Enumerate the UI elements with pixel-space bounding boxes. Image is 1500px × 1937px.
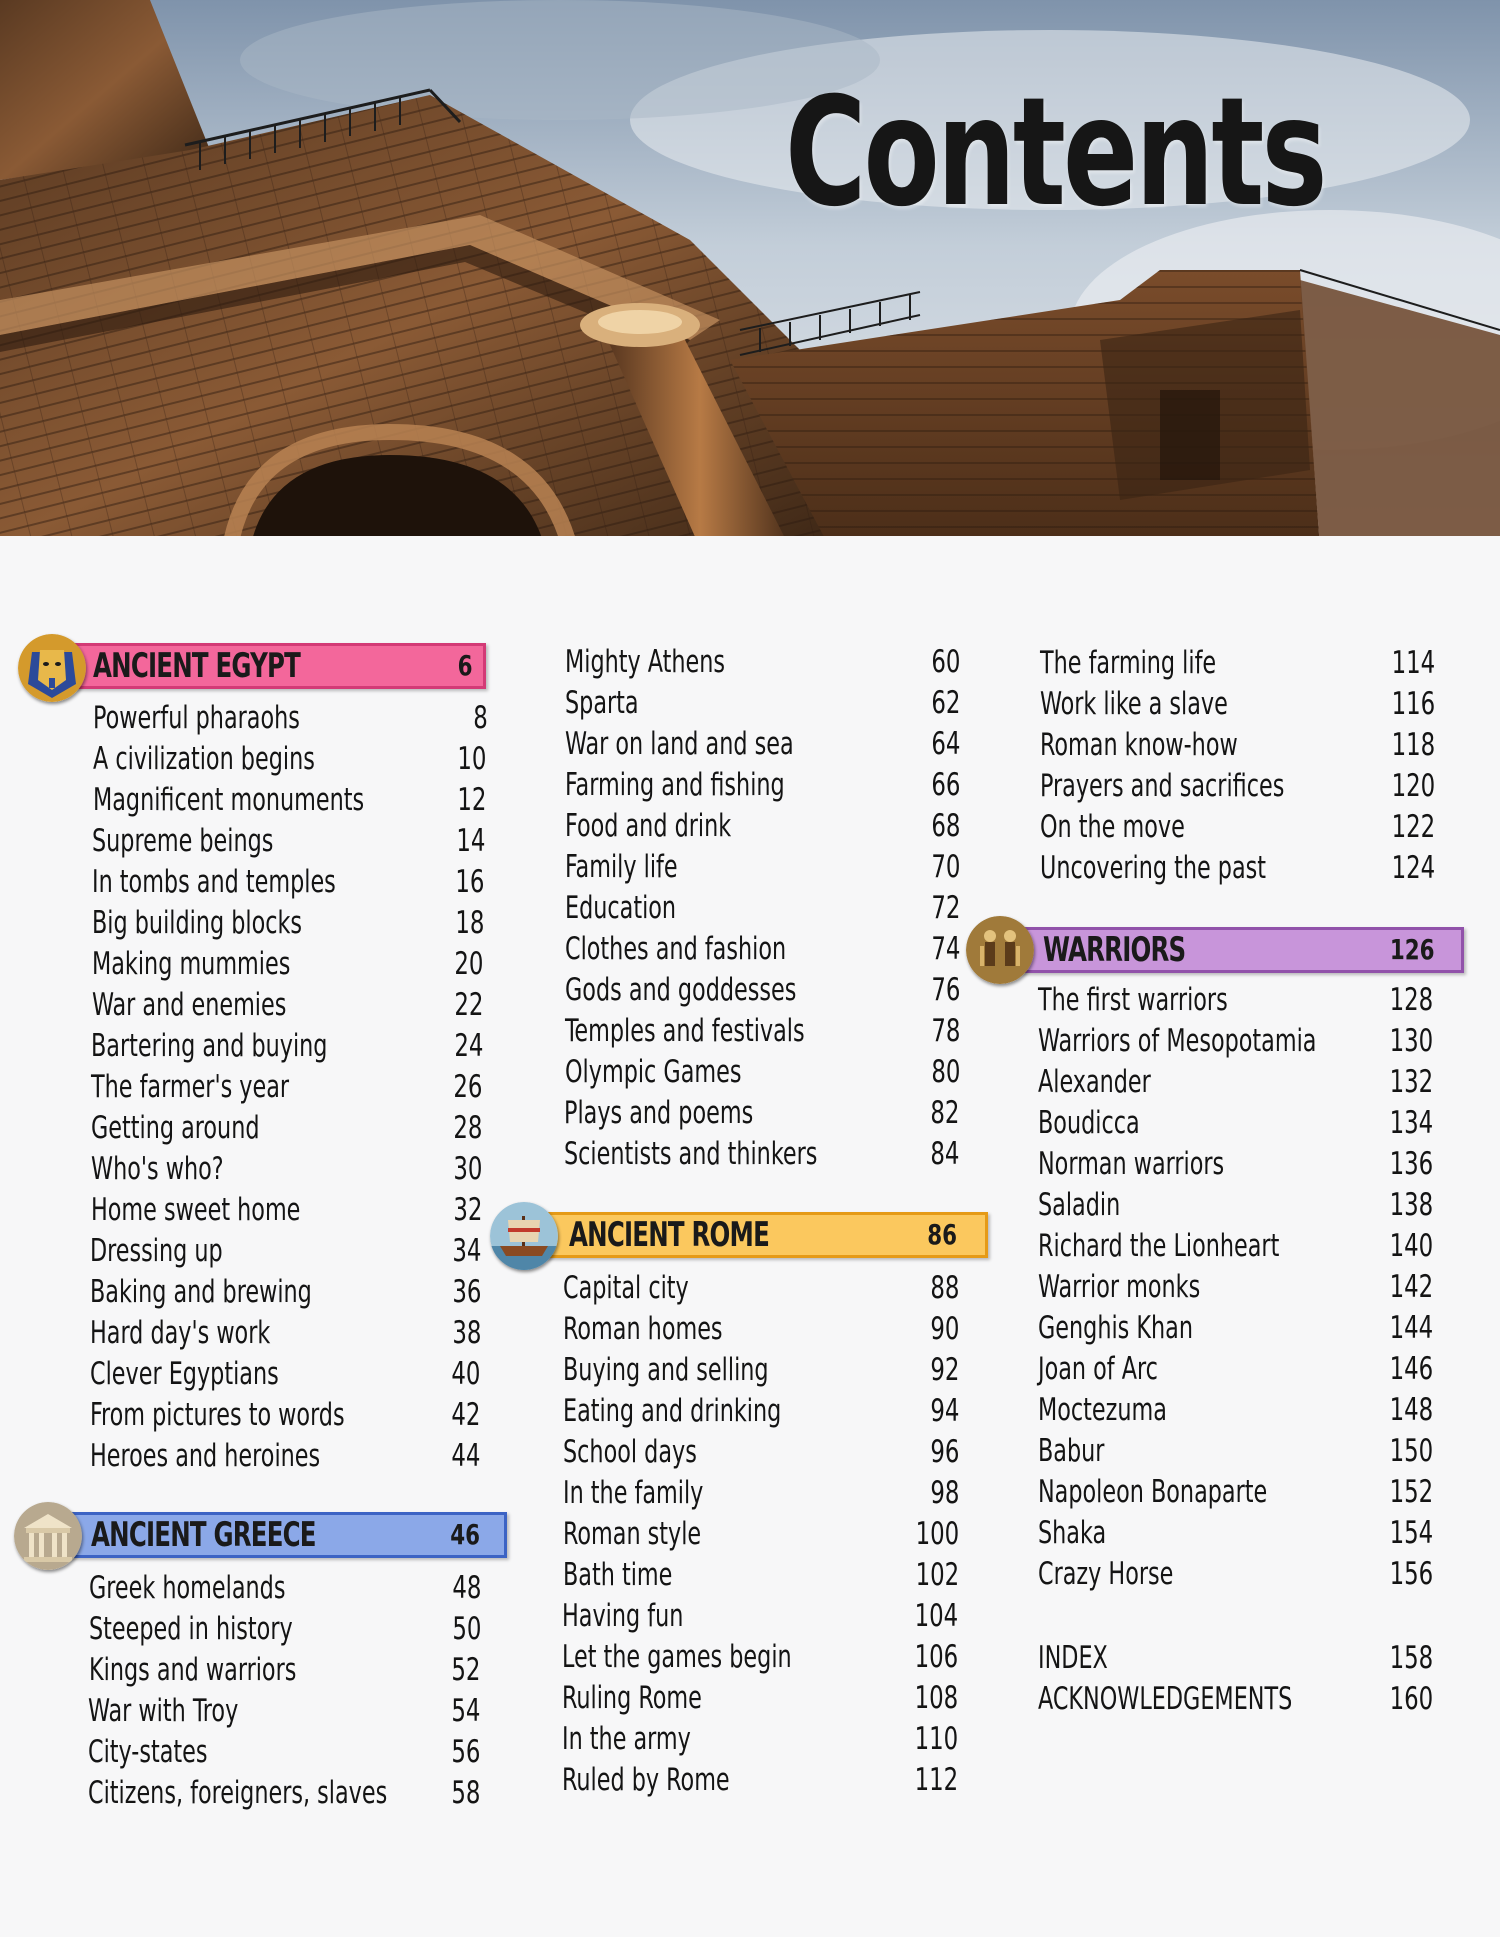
entry-page: 122 xyxy=(1391,809,1435,845)
entry-title: Boudicca xyxy=(1038,1105,1140,1141)
entry-page: 14 xyxy=(455,823,485,859)
entry-title: Crazy Horse xyxy=(1038,1556,1174,1592)
entry-title: Family life xyxy=(565,849,678,885)
entry-title: From pictures to words xyxy=(90,1397,345,1433)
entry-page: 62 xyxy=(930,685,960,721)
list-item[interactable] xyxy=(92,821,485,862)
entry-title: Heroes and heroines xyxy=(90,1438,321,1474)
roman-ship-icon xyxy=(490,1202,558,1270)
entry-page: 70 xyxy=(930,849,960,885)
entry-title: Roman homes xyxy=(563,1311,723,1347)
entry-page: 18 xyxy=(454,905,484,941)
list-item[interactable] xyxy=(1038,1226,1433,1267)
entry-page: 80 xyxy=(930,1054,960,1090)
entry-title: Bartering and buying xyxy=(91,1028,328,1064)
section-header-ancient-greece[interactable] xyxy=(66,1512,507,1558)
hero-photo-colosseum xyxy=(0,0,1500,548)
list-item[interactable] xyxy=(565,1052,960,1093)
list-item[interactable] xyxy=(88,1732,480,1773)
entry-title: Steeped in history xyxy=(89,1611,293,1647)
entry-page: 134 xyxy=(1389,1105,1433,1141)
section-header-warriors[interactable] xyxy=(1020,927,1464,973)
entry-page: 132 xyxy=(1389,1064,1433,1100)
entry-page: 42 xyxy=(450,1397,480,1433)
entry-title: Norman warriors xyxy=(1038,1146,1225,1182)
entry-page: 140 xyxy=(1389,1228,1433,1264)
entry-page: 146 xyxy=(1389,1351,1433,1387)
list-item[interactable] xyxy=(562,1760,958,1801)
acknowledgements-entry[interactable] xyxy=(1038,1679,1433,1720)
entry-page: 52 xyxy=(450,1652,480,1688)
list-item[interactable] xyxy=(90,1313,481,1354)
list-item[interactable] xyxy=(1038,1513,1433,1554)
list-item[interactable] xyxy=(92,985,483,1026)
list-item[interactable] xyxy=(90,1272,481,1313)
list-item[interactable] xyxy=(1038,1267,1433,1308)
list-item[interactable] xyxy=(565,806,960,847)
entry-page: 44 xyxy=(450,1438,480,1474)
entry-page: 74 xyxy=(930,931,960,967)
list-item[interactable] xyxy=(88,1691,480,1732)
list-item[interactable] xyxy=(1040,766,1435,807)
entry-page: 144 xyxy=(1389,1310,1433,1346)
list-item[interactable] xyxy=(1038,1062,1433,1103)
entry-page: 100 xyxy=(915,1516,959,1552)
section-header-ancient-egypt[interactable] xyxy=(70,643,486,689)
entry-page: 88 xyxy=(929,1270,959,1306)
list-item[interactable] xyxy=(1038,1308,1433,1349)
list-item[interactable] xyxy=(91,1149,482,1190)
entry-page: 40 xyxy=(450,1356,480,1392)
entry-title: Having fun xyxy=(562,1598,684,1634)
entry-page: 138 xyxy=(1389,1187,1433,1223)
entry-title: Clothes and fashion xyxy=(565,931,787,967)
list-item[interactable] xyxy=(562,1596,958,1637)
entry-title: Mighty Athens xyxy=(565,644,726,680)
list-item[interactable] xyxy=(1040,725,1435,766)
entry-page: 152 xyxy=(1389,1474,1433,1510)
list-item[interactable] xyxy=(1040,684,1435,725)
entry-title: INDEX xyxy=(1038,1640,1108,1676)
entry-title: Joan of Arc xyxy=(1038,1351,1158,1387)
list-item[interactable] xyxy=(563,1432,959,1473)
entry-title: Who's who? xyxy=(91,1151,224,1187)
list-item[interactable] xyxy=(565,683,960,724)
section-title: ANCIENT EGYPT xyxy=(93,646,301,686)
entry-title: Kings and warriors xyxy=(89,1652,297,1688)
list-item[interactable] xyxy=(93,739,486,780)
entry-page: 130 xyxy=(1389,1023,1433,1059)
entry-title: Dressing up xyxy=(90,1233,223,1269)
entry-title: Saladin xyxy=(1038,1187,1121,1223)
entry-title: Warrior monks xyxy=(1038,1269,1201,1305)
entry-title: Hard day's work xyxy=(90,1315,271,1351)
entry-title: Napoleon Bonaparte xyxy=(1038,1474,1268,1510)
list-item[interactable] xyxy=(91,1067,482,1108)
list-item[interactable] xyxy=(91,1108,482,1149)
entry-title: Uncovering the past xyxy=(1040,850,1266,886)
entry-title: Prayers and sacrifices xyxy=(1040,768,1285,804)
section-title: WARRIORS xyxy=(1043,930,1186,970)
entry-page: 120 xyxy=(1391,768,1435,804)
entry-title: Roman style xyxy=(563,1516,702,1552)
section-page-number: 86 xyxy=(927,1218,957,1251)
entry-title: School days xyxy=(563,1434,697,1470)
entry-page: 116 xyxy=(1391,686,1435,722)
section-page-number: 6 xyxy=(458,649,473,682)
pharaoh-mask-icon xyxy=(18,634,86,702)
entry-page: 154 xyxy=(1389,1515,1433,1551)
list-item[interactable] xyxy=(1038,980,1433,1021)
list-item[interactable] xyxy=(563,1514,959,1555)
list-item[interactable] xyxy=(1038,1021,1433,1062)
entry-page: 156 xyxy=(1389,1556,1433,1592)
entry-title: In tombs and temples xyxy=(92,864,336,900)
list-item[interactable] xyxy=(564,1093,959,1134)
entry-title: Genghis Khan xyxy=(1038,1310,1193,1346)
entry-title: Buying and selling xyxy=(563,1352,769,1388)
list-item[interactable] xyxy=(562,1637,958,1678)
entry-title: War on land and sea xyxy=(565,726,794,762)
section-title: ANCIENT GREECE xyxy=(91,1515,316,1555)
page-title: Contents xyxy=(785,66,1325,240)
entry-title: Plays and poems xyxy=(564,1095,754,1131)
entry-page: 72 xyxy=(930,890,960,926)
list-item[interactable] xyxy=(565,847,960,888)
entry-title: Getting around xyxy=(91,1110,260,1146)
entry-page: 150 xyxy=(1389,1433,1433,1469)
entry-page: 142 xyxy=(1389,1269,1433,1305)
warrior-figures-icon xyxy=(966,916,1034,984)
list-item[interactable] xyxy=(90,1395,480,1436)
entry-title: Sparta xyxy=(565,685,639,721)
section-header-ancient-rome[interactable] xyxy=(544,1212,988,1258)
entry-page: 160 xyxy=(1389,1681,1433,1717)
list-item[interactable] xyxy=(90,1231,481,1272)
entry-title: Work like a slave xyxy=(1040,686,1228,722)
entry-title: Temples and festivals xyxy=(565,1013,805,1049)
list-item[interactable] xyxy=(91,1026,483,1067)
entry-page: 94 xyxy=(929,1393,959,1429)
entry-page: 26 xyxy=(452,1069,482,1105)
entry-page: 12 xyxy=(456,782,486,818)
entry-page: 34 xyxy=(451,1233,481,1269)
entry-page: 48 xyxy=(451,1570,481,1606)
entry-page: 54 xyxy=(450,1693,480,1729)
entry-page: 50 xyxy=(451,1611,481,1647)
list-item[interactable] xyxy=(1038,1349,1433,1390)
entry-page: 114 xyxy=(1391,645,1435,681)
entry-title: Richard the Lionheart xyxy=(1038,1228,1280,1264)
entry-page: 82 xyxy=(929,1095,959,1131)
list-item[interactable] xyxy=(564,1134,959,1175)
entry-title: In the army xyxy=(562,1721,691,1757)
list-item[interactable] xyxy=(1040,848,1435,889)
entry-page: 128 xyxy=(1389,982,1433,1018)
list-item[interactable] xyxy=(563,1309,959,1350)
entry-title: City-states xyxy=(88,1734,208,1770)
section-title: ANCIENT ROME xyxy=(569,1215,770,1255)
list-item[interactable] xyxy=(88,1773,480,1814)
entry-page: 32 xyxy=(452,1192,482,1228)
entry-title: Education xyxy=(565,890,677,926)
list-item[interactable] xyxy=(563,1555,959,1596)
greek-temple-icon xyxy=(14,1502,82,1570)
entry-title: Ruled by Rome xyxy=(562,1762,730,1798)
entry-page: 20 xyxy=(453,946,483,982)
entry-title: Supreme beings xyxy=(92,823,274,859)
entry-page: 28 xyxy=(452,1110,482,1146)
entry-title: Greek homelands xyxy=(89,1570,286,1606)
entry-title: War and enemies xyxy=(92,987,287,1023)
list-item[interactable] xyxy=(563,1268,959,1309)
list-item[interactable] xyxy=(1040,807,1435,848)
entry-page: 68 xyxy=(930,808,960,844)
entry-title: Clever Egyptians xyxy=(90,1356,279,1392)
list-item[interactable] xyxy=(92,944,483,985)
entry-page: 8 xyxy=(473,700,488,736)
entry-title: Making mummies xyxy=(92,946,291,982)
entry-title: On the move xyxy=(1040,809,1185,845)
entry-title: Alexander xyxy=(1038,1064,1151,1100)
entry-title: Roman know-how xyxy=(1040,727,1238,763)
entry-page: 112 xyxy=(914,1762,958,1798)
entry-title: Moctezuma xyxy=(1038,1392,1167,1428)
entry-title: War with Troy xyxy=(88,1693,239,1729)
entry-title: Food and drink xyxy=(565,808,732,844)
entry-page: 56 xyxy=(450,1734,480,1770)
entry-page: 102 xyxy=(915,1557,959,1593)
entry-page: 124 xyxy=(1391,850,1435,886)
entry-page: 66 xyxy=(930,767,960,803)
list-item[interactable] xyxy=(562,1719,958,1760)
list-item[interactable] xyxy=(1038,1185,1433,1226)
entry-title: The farmer's year xyxy=(91,1069,290,1105)
entry-title: Baking and brewing xyxy=(90,1274,312,1310)
entry-page: 96 xyxy=(929,1434,959,1470)
list-item[interactable] xyxy=(563,1391,959,1432)
entry-page: 60 xyxy=(930,644,960,680)
list-item[interactable] xyxy=(90,1354,480,1395)
entry-page: 158 xyxy=(1389,1640,1433,1676)
entry-title: The first warriors xyxy=(1038,982,1228,1018)
entry-title: Olympic Games xyxy=(565,1054,742,1090)
entry-title: Scientists and thinkers xyxy=(564,1136,818,1172)
section-page-number: 46 xyxy=(450,1518,480,1551)
list-item[interactable] xyxy=(1038,1390,1433,1431)
list-item[interactable] xyxy=(1038,1144,1433,1185)
entry-page: 58 xyxy=(450,1775,480,1811)
entry-page: 76 xyxy=(930,972,960,1008)
entry-page: 38 xyxy=(451,1315,481,1351)
entry-page: 98 xyxy=(929,1475,959,1511)
list-item[interactable] xyxy=(89,1650,480,1691)
list-item[interactable] xyxy=(1038,1103,1433,1144)
entry-title: Citizens, foreigners, slaves xyxy=(88,1775,388,1811)
entry-page: 108 xyxy=(914,1680,958,1716)
entry-title: Magnificent monuments xyxy=(93,782,365,818)
list-item[interactable] xyxy=(1038,1472,1433,1513)
list-item[interactable] xyxy=(563,1350,959,1391)
list-item[interactable] xyxy=(565,929,960,970)
list-item[interactable] xyxy=(1038,1554,1433,1595)
list-item[interactable] xyxy=(1040,643,1435,684)
list-item[interactable] xyxy=(93,698,488,739)
entry-page: 104 xyxy=(914,1598,958,1634)
section-page-number: 126 xyxy=(1390,933,1435,966)
entry-title: Gods and goddesses xyxy=(565,972,797,1008)
entry-title: Big building blocks xyxy=(92,905,303,941)
entry-title: Shaka xyxy=(1038,1515,1107,1551)
entry-page: 106 xyxy=(914,1639,958,1675)
list-item[interactable] xyxy=(93,780,486,821)
entry-title: Babur xyxy=(1038,1433,1105,1469)
list-item[interactable] xyxy=(562,1678,958,1719)
list-item[interactable] xyxy=(563,1473,959,1514)
list-item[interactable] xyxy=(91,1190,482,1231)
list-item[interactable] xyxy=(89,1568,481,1609)
list-item[interactable] xyxy=(565,888,960,929)
entry-title: Home sweet home xyxy=(91,1192,301,1228)
entry-title: Farming and fishing xyxy=(565,767,785,803)
list-item[interactable] xyxy=(565,765,960,806)
entry-title: The farming life xyxy=(1040,645,1217,681)
entry-page: 84 xyxy=(929,1136,959,1172)
list-item[interactable] xyxy=(565,1011,960,1052)
entry-page: 22 xyxy=(453,987,483,1023)
list-item[interactable] xyxy=(92,903,484,944)
entry-title: A civilization begins xyxy=(93,741,315,777)
entry-page: 24 xyxy=(453,1028,483,1064)
entry-page: 118 xyxy=(1391,727,1435,763)
list-item[interactable] xyxy=(89,1609,481,1650)
entry-page: 92 xyxy=(929,1352,959,1388)
list-item[interactable] xyxy=(1038,1431,1433,1472)
entry-page: 90 xyxy=(929,1311,959,1347)
entry-page: 110 xyxy=(914,1721,958,1757)
entry-page: 30 xyxy=(452,1151,482,1187)
entry-page: 148 xyxy=(1389,1392,1433,1428)
list-item[interactable] xyxy=(565,724,960,765)
entry-page: 10 xyxy=(456,741,486,777)
entry-page: 136 xyxy=(1389,1146,1433,1182)
entry-title: Powerful pharaohs xyxy=(93,700,300,736)
entry-page: 36 xyxy=(451,1274,481,1310)
entry-title: Capital city xyxy=(563,1270,689,1306)
index-entry[interactable] xyxy=(1038,1638,1433,1679)
entry-title: In the family xyxy=(563,1475,704,1511)
entry-page: 16 xyxy=(454,864,484,900)
entry-title: Eating and drinking xyxy=(563,1393,782,1429)
entry-title: ACKNOWLEDGEMENTS xyxy=(1038,1681,1293,1717)
list-item[interactable] xyxy=(565,970,960,1011)
list-item[interactable] xyxy=(90,1436,480,1477)
list-item[interactable] xyxy=(565,642,960,683)
entry-page: 64 xyxy=(930,726,960,762)
entry-title: Ruling Rome xyxy=(562,1680,702,1716)
entry-title: Let the games begin xyxy=(562,1639,792,1675)
list-item[interactable] xyxy=(92,862,484,903)
entry-title: Warriors of Mesopotamia xyxy=(1038,1023,1317,1059)
entry-title: Bath time xyxy=(563,1557,673,1593)
entry-page: 78 xyxy=(930,1013,960,1049)
